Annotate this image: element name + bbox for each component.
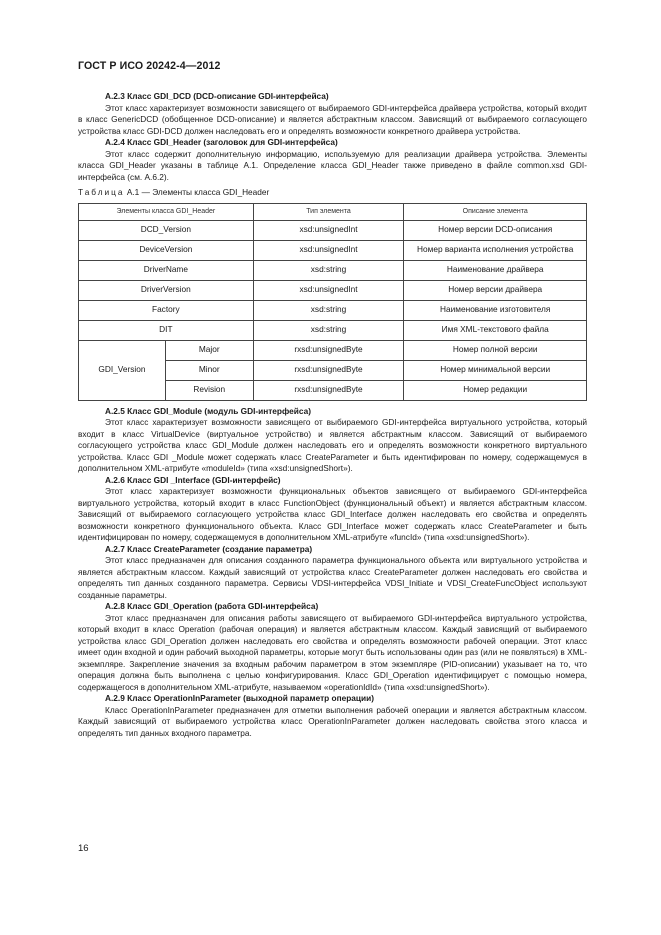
element-type-cell: rxsd:unsignedByte	[253, 340, 404, 360]
section-heading: А.2.4 Класс GDI_Header (заголовок для GDI-интерфейса)	[105, 137, 338, 147]
table-caption	[78, 187, 587, 199]
elements-table	[78, 203, 587, 401]
table-row	[79, 220, 587, 240]
element-description-cell: Номер версии DCD-описания	[404, 220, 587, 240]
table-row	[79, 260, 587, 280]
section-heading: А.2.9 Класс OperationInParameter (выходной параметр операции)	[105, 693, 374, 703]
section-heading: А.2.6 Класс GDI _Interface (GDI-интерфейс)	[105, 474, 281, 485]
section-paragraph: Этот класс предназначен для описания работы зависящего от выбираемого GDI-интерфейса виртуального устройства, который входит в класс Operation (рабочая операция) и является абстрактным классом. Каждый зависящий от выбираемого устройства класс GDI_Operation должен наследовать его свойства и определять возможности рабочей операции. Этот класс имеет один входной и один рабочий выходной параметры, которые могут быть использованы один раз (или не появляться) в XML-экземпляре. Закрепление значения за входным рабочим параметром в этом экземпляре (PID-описании) указывает на то, что операция должна быть выполнена с целью конфигурирования. Класс GDI_Operation идентифицирует с помощью номера, содержащегося в дополнительном XML-атрибуте, называемом «operationIdId» (типа «xsd:unsignedShort»).	[78, 612, 587, 692]
section-paragraph: Этот класс характеризует возможности функциональных объектов зависящего от выбираемого GDI-интерфейса виртуального устройства, который входит в класс FunctionObject (функциональный объект) и является абстрактным классом. Зависящий от выбираемого согласующего устройства класс GDI_Interface должен наследовать его свойства и определять возможности конкретного функционального объекта. Класс GDI_Interface может содержать класс CreateParameter и быть идентифицирован по номеру, содержащемуся в дополнительном XML-атрибуте «funcId» (типа «xsd:unsignedShort»).	[78, 486, 587, 542]
element-description-cell: Номер минимальной версии	[404, 360, 587, 380]
element-name-cell: Factory	[79, 300, 254, 320]
element-type-cell: xsd:string	[253, 300, 404, 320]
element-name-cell: DriverVersion	[79, 280, 254, 300]
page-content	[78, 91, 587, 739]
table-row	[79, 300, 587, 320]
group-name-cell: GDI_Version	[79, 340, 166, 400]
sub-element-cell: Revision	[165, 380, 253, 400]
element-type-cell: xsd:unsignedInt	[253, 240, 404, 260]
element-description-cell: Номер версии драйвера	[404, 280, 587, 300]
column-header: Описание элемента	[404, 203, 587, 220]
element-name-cell: DeviceVersion	[79, 240, 254, 260]
element-type-cell: rxsd:unsignedByte	[253, 360, 404, 380]
table-row	[79, 240, 587, 260]
element-description-cell: Наименование изготовителя	[404, 300, 587, 320]
element-description-cell: Номер полной версии	[404, 340, 587, 360]
table-row	[79, 280, 587, 300]
element-description-cell: Имя XML-текстового файла	[404, 320, 587, 340]
section-paragraph: Этот класс характеризует возможности зависящего от выбираемого GDI-интерфейса драйвера устройства, который входит в класс GenericDCD (обобщенное DCD-описание) и является абстрактным классом. Зависящий от выбираемого согласующего устройства класс GDI-DCD должен наследовать его и определять возможности конкретного драйвера устройства.	[78, 102, 587, 136]
element-name-cell: DriverName	[79, 260, 254, 280]
element-type-cell: rxsd:unsignedByte	[253, 380, 404, 400]
column-header: Тип элемента	[253, 203, 404, 220]
section-paragraph: Этот класс характеризует возможности зависящего от выбираемого GDI-интерфейса виртуального устройства, который входит в класс VirtualDevice (виртуальное устройство) и является абстрактным классом. Зависящий от выбираемого согласующего устройства класс GDI_Module должен наследовать его и определять возможности конкретного виртуального устройства. Класс GDI _Module может содержать класс CreateParameter и быть идентифирован по номеру, содержащемуся в дополнительном XML-атрибуте «moduleId» (типа «xsd:unsignedShort»).	[78, 417, 587, 473]
table-caption-prefix: Таблица	[78, 187, 125, 197]
element-description-cell: Наименование драйвера	[404, 260, 587, 280]
document-header: ГОСТ Р ИСО 20242-4—2012	[78, 60, 221, 72]
table-caption-text: А.1 — Элементы класса GDI_Header	[124, 187, 270, 197]
element-description-cell: Номер варианта исполнения устройства	[404, 240, 587, 260]
section-heading: А.2.3 Класс GDI_DCD (DCD-описание GDI-интерфейса)	[105, 91, 329, 101]
section-paragraph: Этот класс предназначен для описания созданного параметра функционального объекта или виртуального устройства и является абстрактным классом. Каждый зависящий от устройства класс CreateParameter должен наследовать его свойства и определять тип данных созданного параметра. Сервисы VDSI-интерфейса VDSI_Initiate и VDSI_CreateFuncObject используют созданные параметры.	[78, 555, 587, 600]
element-name-cell: DIT	[79, 320, 254, 340]
section-paragraph: Этот класс содержит дополнительную информацию, используемую для реализации драйвера устройства. Элементы класса GDI_Header указаны в таблице А.1. Определение класса GDI_Header также приведено в файле common.xsd GDI-интерфейса (см. А.6.2).	[78, 148, 587, 182]
page-number: 16	[78, 843, 89, 854]
section-heading: А.2.8 Класс GDI_Operation (работа GDI-интерфейса)	[105, 601, 319, 611]
element-type-cell: xsd:string	[253, 320, 404, 340]
element-description-cell: Номер редакции	[404, 380, 587, 400]
sub-element-cell: Minor	[165, 360, 253, 380]
table-row	[79, 340, 587, 360]
sub-element-cell: Major	[165, 340, 253, 360]
table-row	[79, 320, 587, 340]
section-heading: А.2.5 Класс GDI_Module (модуль GDI-интерфейса)	[105, 405, 311, 416]
section-paragraph: Класс OperationInParameter предназначен для отметки выполнения рабочей операции и является абстрактным классом. Каждый зависящий от выбираемого устройства класс OperationInParameter должен наследовать свойства этого класса и определять тип данных входного параметра.	[78, 704, 587, 738]
element-name-cell: DCD_Version	[79, 220, 254, 240]
table-header-row	[79, 203, 587, 220]
element-type-cell: xsd:unsignedInt	[253, 280, 404, 300]
element-type-cell: xsd:unsignedInt	[253, 220, 404, 240]
section-heading: А.2.7 Класс CreateParameter (создание параметра)	[105, 543, 313, 554]
element-type-cell: xsd:string	[253, 260, 404, 280]
column-header: Элементы класса GDI_Header	[79, 203, 254, 220]
